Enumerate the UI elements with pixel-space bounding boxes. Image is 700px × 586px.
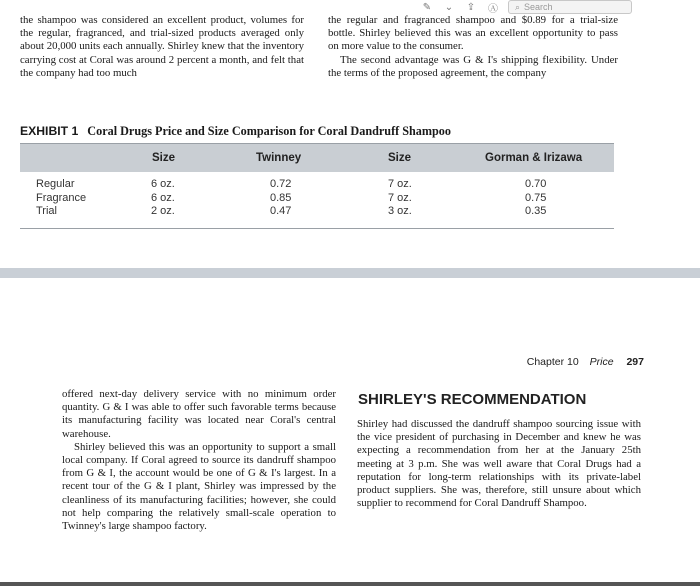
- header-size-twinney: Size: [152, 152, 176, 164]
- paragraph: the regular and fragranced shampoo and $0.89 for a trial-size bottle. Shirley believed this was an excellent opportunity to pass on more value to the consumer.: [328, 14, 618, 53]
- chapter-title: Price: [589, 356, 614, 368]
- top-left-column: [20, 14, 304, 80]
- table-cell: 6 oz.: [151, 191, 175, 204]
- table-cell: 6 oz.: [151, 178, 175, 190]
- table-body: [20, 172, 614, 229]
- table-cell: 2 oz.: [151, 205, 175, 217]
- exhibit-label: EXHIBIT 1: [20, 124, 79, 138]
- table-cell: 7 oz.: [388, 178, 412, 190]
- table-cell: 0.70: [525, 178, 547, 190]
- paragraph: Shirley believed this was an opportunity to support a small local company. If Coral agreed to source its dandruff shampoo from G & I, the account would be one of G & I's largest. In a recent tour of the G & I plant, Shirley was impressed by the cleanliness of its manufacturing facilities; however, she could not help comparing the relatively small-scale operation to Twinney's large shampoo factory.: [62, 440, 336, 533]
- gorman-column: [525, 178, 546, 219]
- table-cell: Regular: [36, 178, 75, 190]
- search-field[interactable]: [508, 0, 632, 14]
- exhibit-caption: Coral Drugs Price and Size Comparison for Coral Dandruff Shampoo: [87, 124, 451, 138]
- header-gorman: Gorman & Irizawa: [485, 152, 583, 164]
- table-cell: 0.35: [525, 205, 547, 217]
- table-cell: Fragrance: [36, 191, 87, 204]
- size-b-column: [388, 178, 412, 219]
- paragraph: the shampoo was considered an excellent product, volumes for the regular, fragranced, and trial-sized products averaged only about 20,000 units each annually. Shirley knew that the inventory carrying cost at Coral was around 2 percent a month, and felt that the company had too much: [20, 14, 304, 79]
- header-size-gorman: Size: [388, 152, 412, 164]
- twinney-column: [270, 178, 291, 219]
- table-header: [20, 143, 614, 172]
- table-cell: Trial: [36, 205, 57, 217]
- product-column: [36, 178, 86, 219]
- chapter-label: Chapter 10: [526, 356, 579, 368]
- table-cell: 0.85: [270, 191, 292, 204]
- section-heading: SHIRLEY'S RECOMMENDATION: [358, 391, 587, 408]
- top-right-column: [328, 14, 618, 80]
- paragraph: The second advantage was G & I's shipping flexibility. Under the terms of the proposed agreement, the company: [328, 53, 618, 79]
- window-bottom-edge: [0, 582, 700, 586]
- markup-icon[interactable]: Ⓐ: [488, 3, 498, 15]
- page-number: 297: [626, 356, 644, 368]
- running-header: [527, 356, 644, 368]
- table-cell: 0.72: [270, 178, 292, 190]
- paragraph: offered next-day delivery service with no minimum order quantity. G & I was able to offer such favorable terms because its manufacturing facility was located near Coral's central warehouse.: [62, 388, 336, 440]
- paragraph: Shirley had discussed the dandruff shampoo sourcing issue with the vice president of purchasing in December and knew he was expecting a recommendation from her at the January 25th meeting at 3 p.m. She was well aware that Coral Drugs had a reputation for long-term relationships with its private-label product suppliers. She was, therefore, still unsure about which supplier to recommend for Coral Dandruff Shampoo.: [357, 418, 641, 510]
- exhibit-title: [20, 124, 451, 139]
- search-placeholder: Search: [524, 2, 553, 12]
- size-a-column: [151, 178, 175, 219]
- viewer-toolbar: [420, 0, 700, 14]
- table-cell: 0.75: [525, 191, 547, 204]
- chevron-down-icon[interactable]: ⌄: [444, 1, 454, 13]
- search-icon: ⌕: [515, 1, 521, 12]
- page-separator: [0, 268, 700, 278]
- table-cell: 7 oz.: [388, 191, 412, 204]
- table-cell: 3 oz.: [388, 205, 412, 217]
- price-size-table: [20, 143, 614, 229]
- header-twinney: Twinney: [256, 152, 302, 164]
- table-cell: 0.47: [270, 205, 292, 217]
- share-icon[interactable]: ⇪: [466, 1, 476, 13]
- pen-icon[interactable]: ✎: [422, 1, 432, 13]
- bottom-left-column: [62, 388, 336, 533]
- bottom-right-column: [357, 418, 641, 510]
